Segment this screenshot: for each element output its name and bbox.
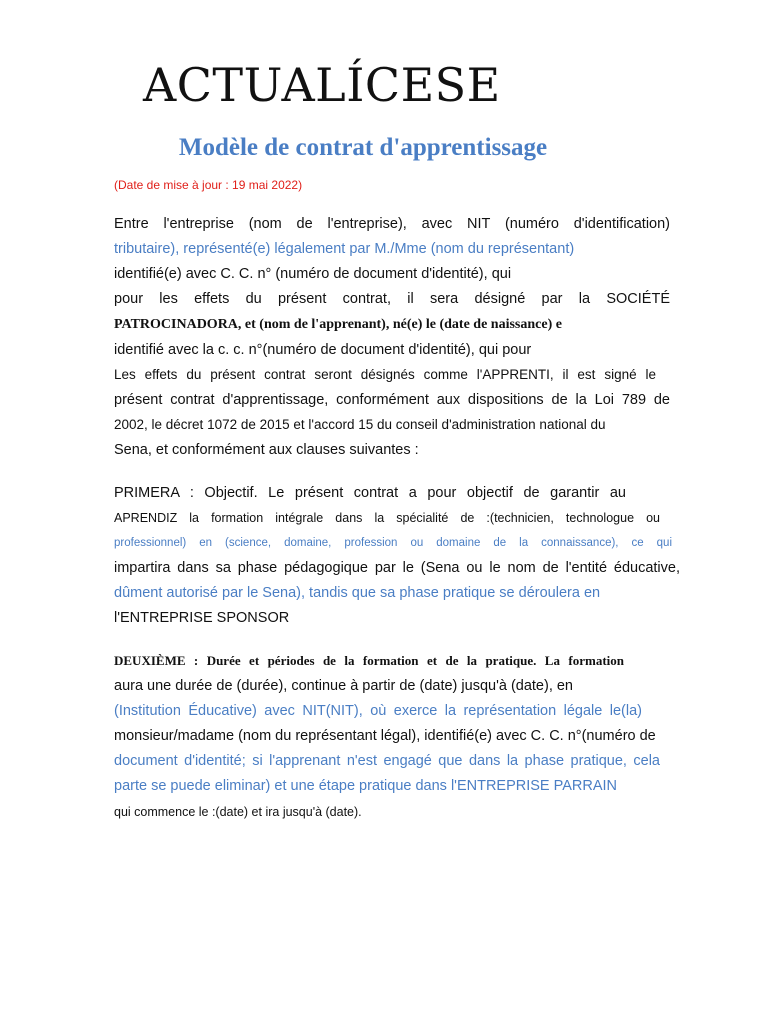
paragraph-line: DEUXIÈME : Durée et périodes de la formation et de la pratique. La formation	[114, 653, 624, 668]
paragraph-line: Entre l'entreprise (nom de l'entreprise), avec NIT (numéro d'identification)	[114, 216, 670, 232]
paragraph-line: Les effets du présent contrat seront désignés comme l'APPRENTI, il est signé le	[114, 367, 656, 382]
paragraph-line: professionnel) en (science, domaine, profession ou domaine de la connaissance), ce qui	[114, 537, 672, 549]
paragraph-line: tributaire), représenté(e) légalement par M./Mme (nom du représentant)	[114, 241, 575, 257]
paragraph-line: dûment autorisé par le Sena), tandis que sa phase pratique se déroulera en	[114, 585, 601, 601]
paragraph-line: PATROCINADORA, et (nom de l'apprenant), né(e) le (date de naissance) e	[114, 317, 562, 332]
paragraph-line: monsieur/madame (nom du représentant légal), identifié(e) avec C. C. n°(numéro de	[114, 728, 656, 744]
paragraph-line: Sena, et conformément aux clauses suivantes :	[114, 442, 419, 458]
paragraph-line: parte se puede eliminar) et une étape pratique dans l'ENTREPRISE PARRAIN	[114, 778, 618, 794]
update-date: (Date de mise à jour : 19 mai 2022)	[114, 178, 303, 192]
paragraph-line: pour les effets du présent contrat, il sera désigné par la SOCIÉTÉ	[114, 291, 670, 307]
paragraph-line: identifié(e) avec C. C. n° (numéro de document d'identité), qui	[114, 266, 512, 282]
paragraph-line: qui commence le :(date) et ira jusqu'à (date).	[114, 805, 362, 819]
document-title: Modèle de contrat d'apprentissage	[178, 134, 548, 161]
paragraph-line: APRENDIZ la formation intégrale dans la spécialité de :(technicien, technologue ou	[114, 511, 660, 525]
paragraph-line: document d'identité; si l'apprenant n'est engagé que dans la phase pratique, cela	[114, 753, 660, 769]
paragraph-line: identifié avec la c. c. n°(numéro de document d'identité), qui pour	[114, 342, 532, 358]
paragraph-line: l'ENTREPRISE SPONSOR	[114, 610, 290, 626]
paragraph-line: présent contrat d'apprentissage, conformément aux dispositions de la Loi 789 de	[114, 392, 670, 408]
paragraph-line: PRIMERA : Objectif. Le présent contrat a pour objectif de garantir au	[114, 485, 626, 501]
paragraph-line: 2002, le décret 1072 de 2015 et l'accord 15 du conseil d'administration national du	[114, 417, 606, 432]
paragraph-line: (Institution Éducative) avec NIT(NIT), où exerce la représentation légale le(la)	[114, 703, 642, 719]
paragraph-line: aura une durée de (durée), continue à partir de (date) jusqu'à (date), en	[114, 678, 574, 694]
brand-logo: ACTUALÍCESE	[143, 58, 501, 112]
paragraph-line: impartira dans sa phase pédagogique par le (Sena ou le nom de l'entité éducative,	[114, 560, 680, 576]
